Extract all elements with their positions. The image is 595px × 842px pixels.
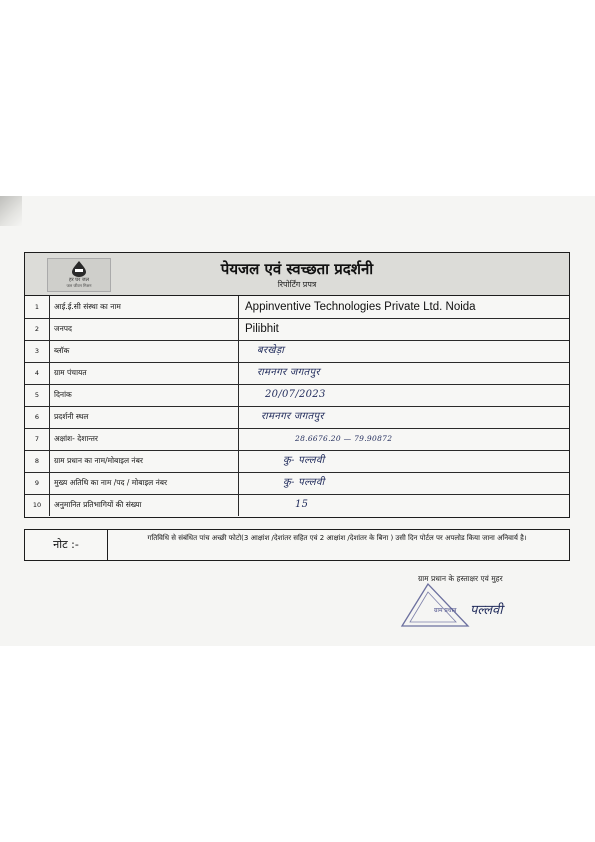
row-label: प्रदर्शनी स्थल <box>50 406 239 428</box>
stamp-text: ग्राम प्रधान <box>434 607 457 614</box>
form-row-participants <box>25 494 569 516</box>
report-form <box>24 252 570 518</box>
row-label: मुख्य अतिथि का नाम /पद / मोबाइल नंबर <box>50 472 239 494</box>
signature-caption: ग्राम प्रधान के हस्ताक्षर एवं मुहर <box>418 574 503 583</box>
row-number: 6 <box>25 406 50 428</box>
ngo-name-value: Appinventive Technologies Private Ltd. Noida <box>245 301 476 313</box>
row-label: अनुमानित प्रतिभागियों की संख्या <box>50 494 239 516</box>
chief-guest-value: कु- पल्लवी <box>283 477 325 488</box>
form-row-block <box>25 340 569 363</box>
row-label: ग्राम पंचायत <box>50 362 239 384</box>
form-row-gram-panchayat <box>25 362 569 385</box>
block-value: बरखेड़ा <box>257 345 285 356</box>
row-label: ब्लॉक <box>50 340 239 362</box>
note-text: गतिविधि से संबंधित पांच अच्छी फोटो(3 आक्षांश /देशांतर सहित एवं 2 आक्षांश /देशांतर के बिना ) उसी दिन पोर्टल पर अपलोड किया जाना अनिवार्य है। <box>147 534 527 542</box>
form-row-venue <box>25 406 569 429</box>
form-header <box>25 253 569 296</box>
row-label: ग्राम प्रधान का नाम/मोबाइल नंबर <box>50 450 239 472</box>
row-number: 2 <box>25 318 50 340</box>
scan-shadow <box>0 196 22 226</box>
form-row-coordinates <box>25 428 569 451</box>
date-value: 20/07/2023 <box>265 389 326 400</box>
coordinates-value: 28.6676.20 — 79.90872 <box>295 434 393 443</box>
row-number: 9 <box>25 472 50 494</box>
logo-line-2: जल जीवन मिशन <box>66 283 92 288</box>
pradhan-value: कु- पल्लवी <box>283 455 325 466</box>
participants-value: 15 <box>295 499 309 510</box>
row-label: अक्षांश- देशान्तर <box>50 428 239 450</box>
form-row-ngo <box>25 296 569 319</box>
row-number: 5 <box>25 384 50 406</box>
row-number: 10 <box>25 494 50 516</box>
form-row-chief-guest <box>25 472 569 495</box>
gram-panchayat-value: रामनगर जगतपुर <box>257 367 320 378</box>
row-number: 1 <box>25 296 50 318</box>
district-value: Pilibhit <box>245 323 279 335</box>
logo-line-1: हर घर जल <box>69 277 89 283</box>
row-label: जनपद <box>50 318 239 340</box>
form-row-district <box>25 318 569 341</box>
form-title: पेयजल एवं स्वच्छता प्रदर्शनी <box>220 260 374 278</box>
row-label: दिनांक <box>50 384 239 406</box>
row-label: आई.ई.सी संस्था का नाम <box>50 296 239 318</box>
form-subtitle: रिपोर्टिंग प्रपत्र <box>277 280 317 289</box>
venue-value: रामनगर जगतपुर <box>261 411 324 422</box>
pradhan-signature: पल्लवी <box>470 603 503 618</box>
form-row-date <box>25 384 569 407</box>
row-number: 7 <box>25 428 50 450</box>
note-label: नोट :- <box>25 530 108 560</box>
row-number: 4 <box>25 362 50 384</box>
row-number: 3 <box>25 340 50 362</box>
form-row-pradhan <box>25 450 569 473</box>
row-number: 8 <box>25 450 50 472</box>
note-box <box>24 529 570 561</box>
